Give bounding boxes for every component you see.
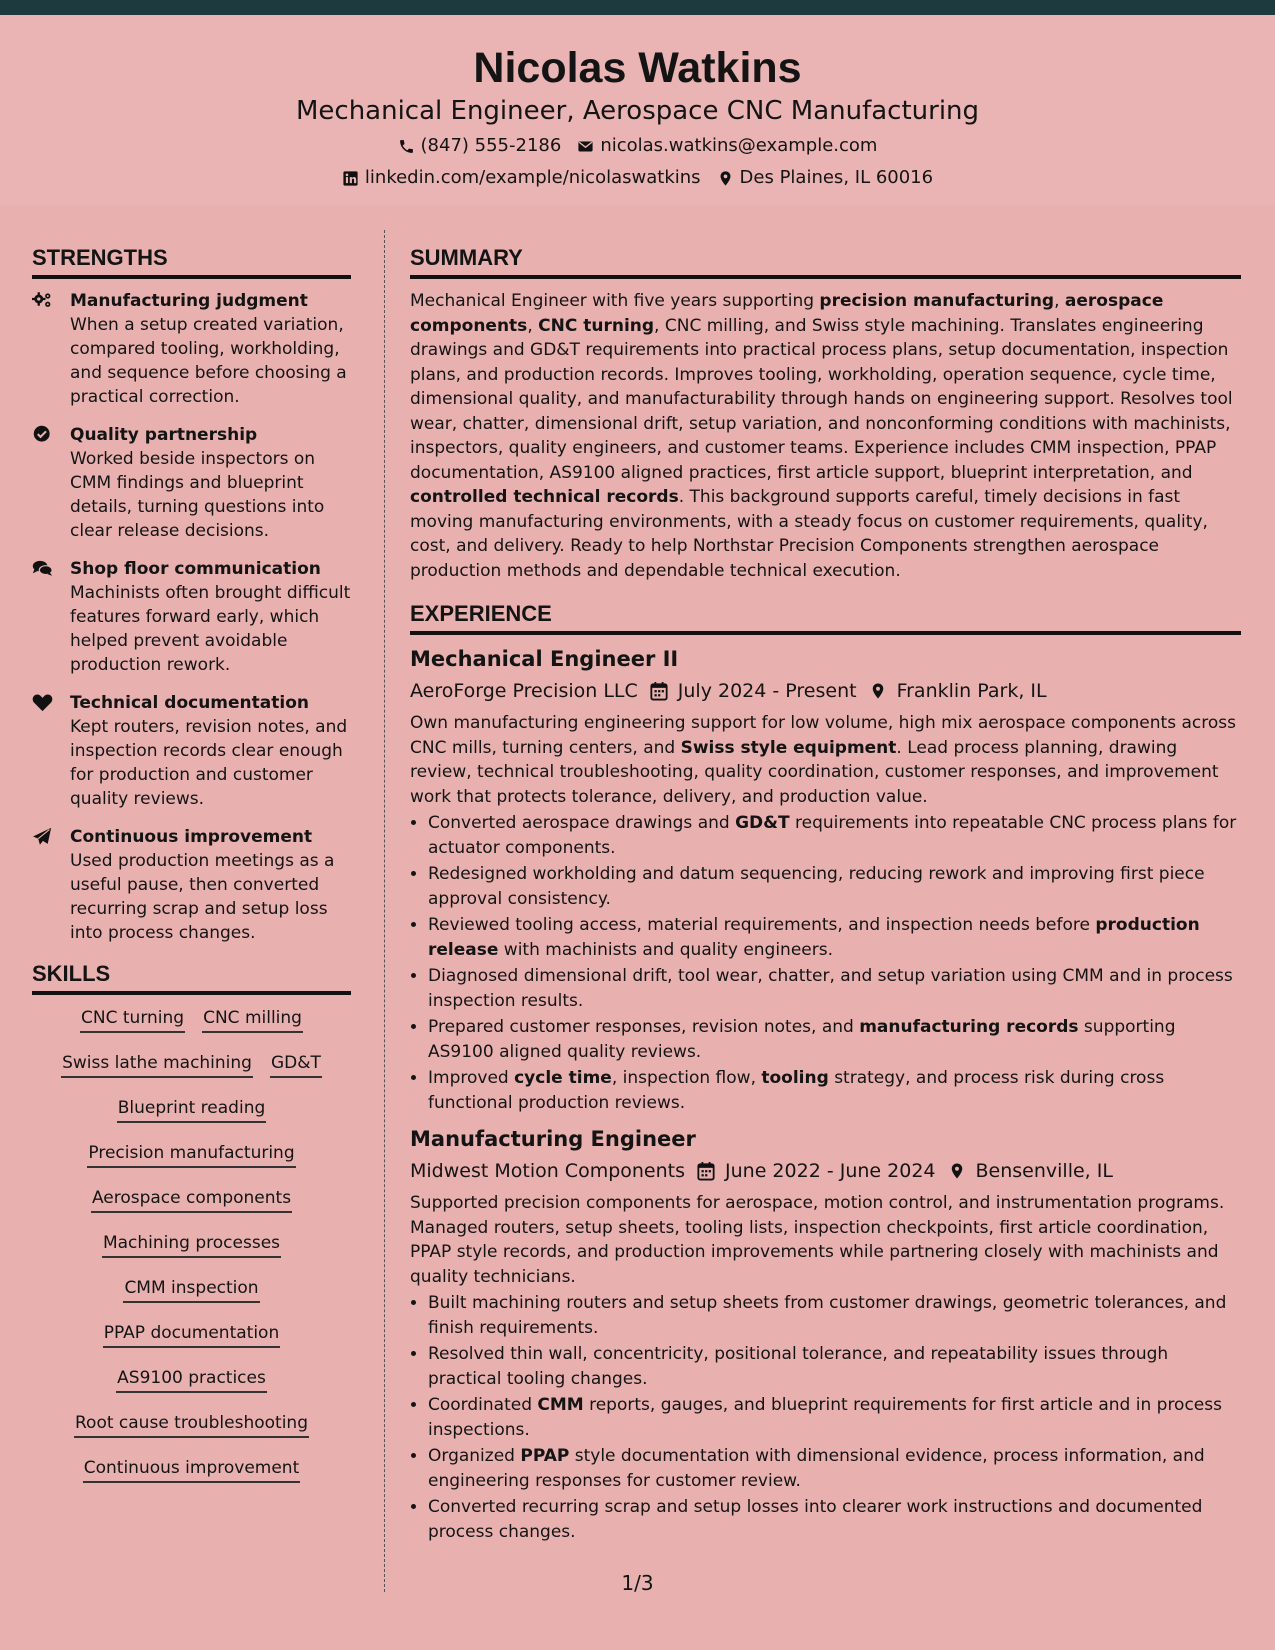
chat-bubbles-icon <box>32 559 53 578</box>
strength-desc: Worked beside inspectors on CMM findings and blueprint details, turning questions into clear release decisions. <box>70 449 325 541</box>
contact-row-1 <box>0 134 1275 158</box>
calendar-icon <box>650 681 668 701</box>
skill-tag: Machining processes <box>102 1230 281 1258</box>
location-contact <box>717 166 934 190</box>
page-number: 1/3 <box>621 1571 654 1595</box>
email-contact[interactable] <box>577 134 877 158</box>
candidate-title: Mechanical Engineer, Aerospace CNC Manufacturing <box>295 96 980 126</box>
job-entry <box>410 1125 1241 1544</box>
resume-header <box>0 15 1275 205</box>
skill-tag: CMM inspection <box>123 1275 259 1303</box>
job-dates: July 2024 - Present <box>677 680 857 702</box>
bullet-item: • Built machining routers and setup sheets from customer drawings, geometric tolerances, and finish requirements. <box>428 1291 1241 1340</box>
calendar-icon <box>697 1161 715 1181</box>
strength-title: Continuous improvement <box>70 827 313 847</box>
skill-tag: Aerospace components <box>91 1185 292 1213</box>
strengths-heading: STRENGTHS <box>32 243 351 279</box>
map-pin-icon <box>717 170 734 187</box>
bullet-item: • Redesigned workholding and datum sequencing, reducing rework and improving first piece approval consistency. <box>428 862 1241 911</box>
top-accent-bar <box>0 0 1275 15</box>
paper-plane-icon <box>32 827 53 846</box>
right-column <box>410 243 1241 1546</box>
envelope-icon <box>577 138 594 155</box>
job-bullets <box>410 811 1241 1115</box>
bullet-item: • Coordinated CMM reports, gauges, and blueprint requirements for first article and in process inspections. <box>428 1393 1241 1442</box>
strength-title: Technical documentation <box>70 693 309 713</box>
bullet-item: • Improved cycle time, inspection flow, tooling strategy, and process risk during cross functional production reviews. <box>428 1066 1241 1115</box>
bullet-item: • Organized PPAP style documentation with dimensional evidence, process information, and engineering responses for customer review. <box>428 1444 1241 1493</box>
phone-text: (847) 555-2186 <box>420 135 562 156</box>
map-pin-icon <box>948 1161 966 1181</box>
bullet-item: • Resolved thin wall, concentricity, positional tolerance, and repeatability issues through practical tooling changes. <box>428 1342 1241 1391</box>
bullet-item: • Converted recurring scrap and setup losses into clearer work instructions and documented process changes. <box>428 1495 1241 1544</box>
contact-row-2 <box>0 166 1275 190</box>
company-name: Midwest Motion Components <box>410 1160 686 1182</box>
strength-desc: Kept routers, revision notes, and inspection records clear enough for production and customer quality reviews. <box>70 717 348 809</box>
map-pin-icon <box>869 681 887 701</box>
strength-title: Manufacturing judgment <box>70 291 308 311</box>
phone-contact <box>398 134 562 158</box>
location-text: Des Plaines, IL 60016 <box>739 167 934 188</box>
linkedin-icon <box>342 170 359 187</box>
bullet-item: • Prepared customer responses, revision notes, and manufacturing records supporting AS9100 aligned quality reviews. <box>428 1015 1241 1064</box>
company-name: AeroForge Precision LLC <box>410 680 638 702</box>
job-location: Bensenville, IL <box>975 1160 1113 1182</box>
email-text[interactable]: nicolas.watkins@example.com <box>600 135 878 156</box>
skill-tag: Blueprint reading <box>117 1095 267 1123</box>
job-description: Supported precision components for aerospace, motion control, and instrumentation programs. Managed routers, setup sheets, tooling lists, inspection checkpoints, first article coordination, PPAP style records, and production improvements while partnering closely with machinists and quality technicians. <box>410 1193 1225 1287</box>
summary-text: Mechanical Engineer with five years supporting precision manufacturing, aerospace components, CNC turning, CNC milling, and Swiss style machining. Translates engineering drawings and GD&T requirements into practical process plans, setup documentation, inspection plans, and production records. Improves tooling, workholding, operation sequence, cycle time, dimensional quality, and manufacturability through hands on engineering support. Resolves tool wear, chatter, dimensional drift, setup variation, and nonconforming conditions with machinists, inspectors, quality engineers, and customer teams. Experience includes CMM inspection, PPAP documentation, AS9100 aligned practices, first article support, blueprint interpretation, and controlled technical records. This background supports careful, timely decisions in fast moving manufacturing environments, with a steady focus on customer requirements, quality, cost, and delivery. Ready to help Northstar Precision Components strengthen aerospace production methods and dependable technical execution. <box>410 291 1233 581</box>
job-bullets <box>410 1291 1241 1544</box>
strength-desc: Used production meetings as a useful pause, then converted recurring scrap and setup loss into process changes. <box>70 851 335 943</box>
bullet-item: • Diagnosed dimensional drift, tool wear, chatter, and setup variation using CMM and in process inspection results. <box>428 964 1241 1013</box>
job-entry <box>410 645 1241 1115</box>
strength-item <box>32 825 351 945</box>
skill-tag: Root cause troubleshooting <box>74 1410 309 1438</box>
heart-icon <box>32 693 53 712</box>
experience-heading: EXPERIENCE <box>410 599 1241 635</box>
check-circle-icon <box>32 425 53 444</box>
skill-tag: AS9100 practices <box>116 1365 267 1393</box>
skills-heading: SKILLS <box>32 959 351 995</box>
strength-desc: When a setup created variation, compared tooling, workholding, and sequence before choosing a practical correction. <box>70 315 347 407</box>
strength-item <box>32 289 351 409</box>
summary-heading: SUMMARY <box>410 243 1241 279</box>
column-divider <box>384 230 385 1592</box>
candidate-name: Nicolas Watkins <box>473 44 802 92</box>
job-meta <box>410 677 1241 705</box>
skill-tag: Swiss lathe machining <box>61 1050 253 1078</box>
strength-desc: Machinists often brought difficult features forward early, which helped prevent avoidable production rework. <box>70 583 351 675</box>
job-title: Mechanical Engineer II <box>410 647 679 671</box>
job-title: Manufacturing Engineer <box>410 1127 696 1151</box>
job-description: Own manufacturing engineering support for low volume, high mix aerospace components across CNC mills, turning centers, and Swiss style equipment. Lead process planning, drawing review, technical troubleshooting, quality coordination, customer responses, and improvement work that protects tolerance, delivery, and production value. <box>410 713 1236 807</box>
job-meta <box>410 1157 1241 1185</box>
linkedin-text[interactable]: linkedin.com/example/nicolaswatkins <box>364 167 701 188</box>
skill-tag: CNC milling <box>202 1005 303 1033</box>
strength-item <box>32 557 351 677</box>
strength-item <box>32 423 351 543</box>
skill-tag: CNC turning <box>80 1005 185 1033</box>
strength-title: Quality partnership <box>70 425 258 445</box>
left-column <box>32 243 351 1500</box>
job-location: Franklin Park, IL <box>896 680 1047 702</box>
bullet-item: • Reviewed tooling access, material requirements, and inspection needs before production release with machinists and quality engineers. <box>428 913 1241 962</box>
strength-title: Shop floor communication <box>70 559 321 579</box>
skill-tag: Precision manufacturing <box>87 1140 295 1168</box>
skill-tag: GD&T <box>270 1050 322 1078</box>
bullet-item: • Converted aerospace drawings and GD&T requirements into repeatable CNC process plans for actuator components. <box>428 811 1241 860</box>
skills-list <box>32 1005 351 1500</box>
job-dates: June 2022 - June 2024 <box>725 1160 936 1182</box>
gears-icon <box>32 291 53 310</box>
phone-icon <box>398 138 415 155</box>
linkedin-contact[interactable] <box>342 166 701 190</box>
skill-tag: PPAP documentation <box>103 1320 280 1348</box>
skill-tag: Continuous improvement <box>83 1455 301 1483</box>
strength-item <box>32 691 351 811</box>
